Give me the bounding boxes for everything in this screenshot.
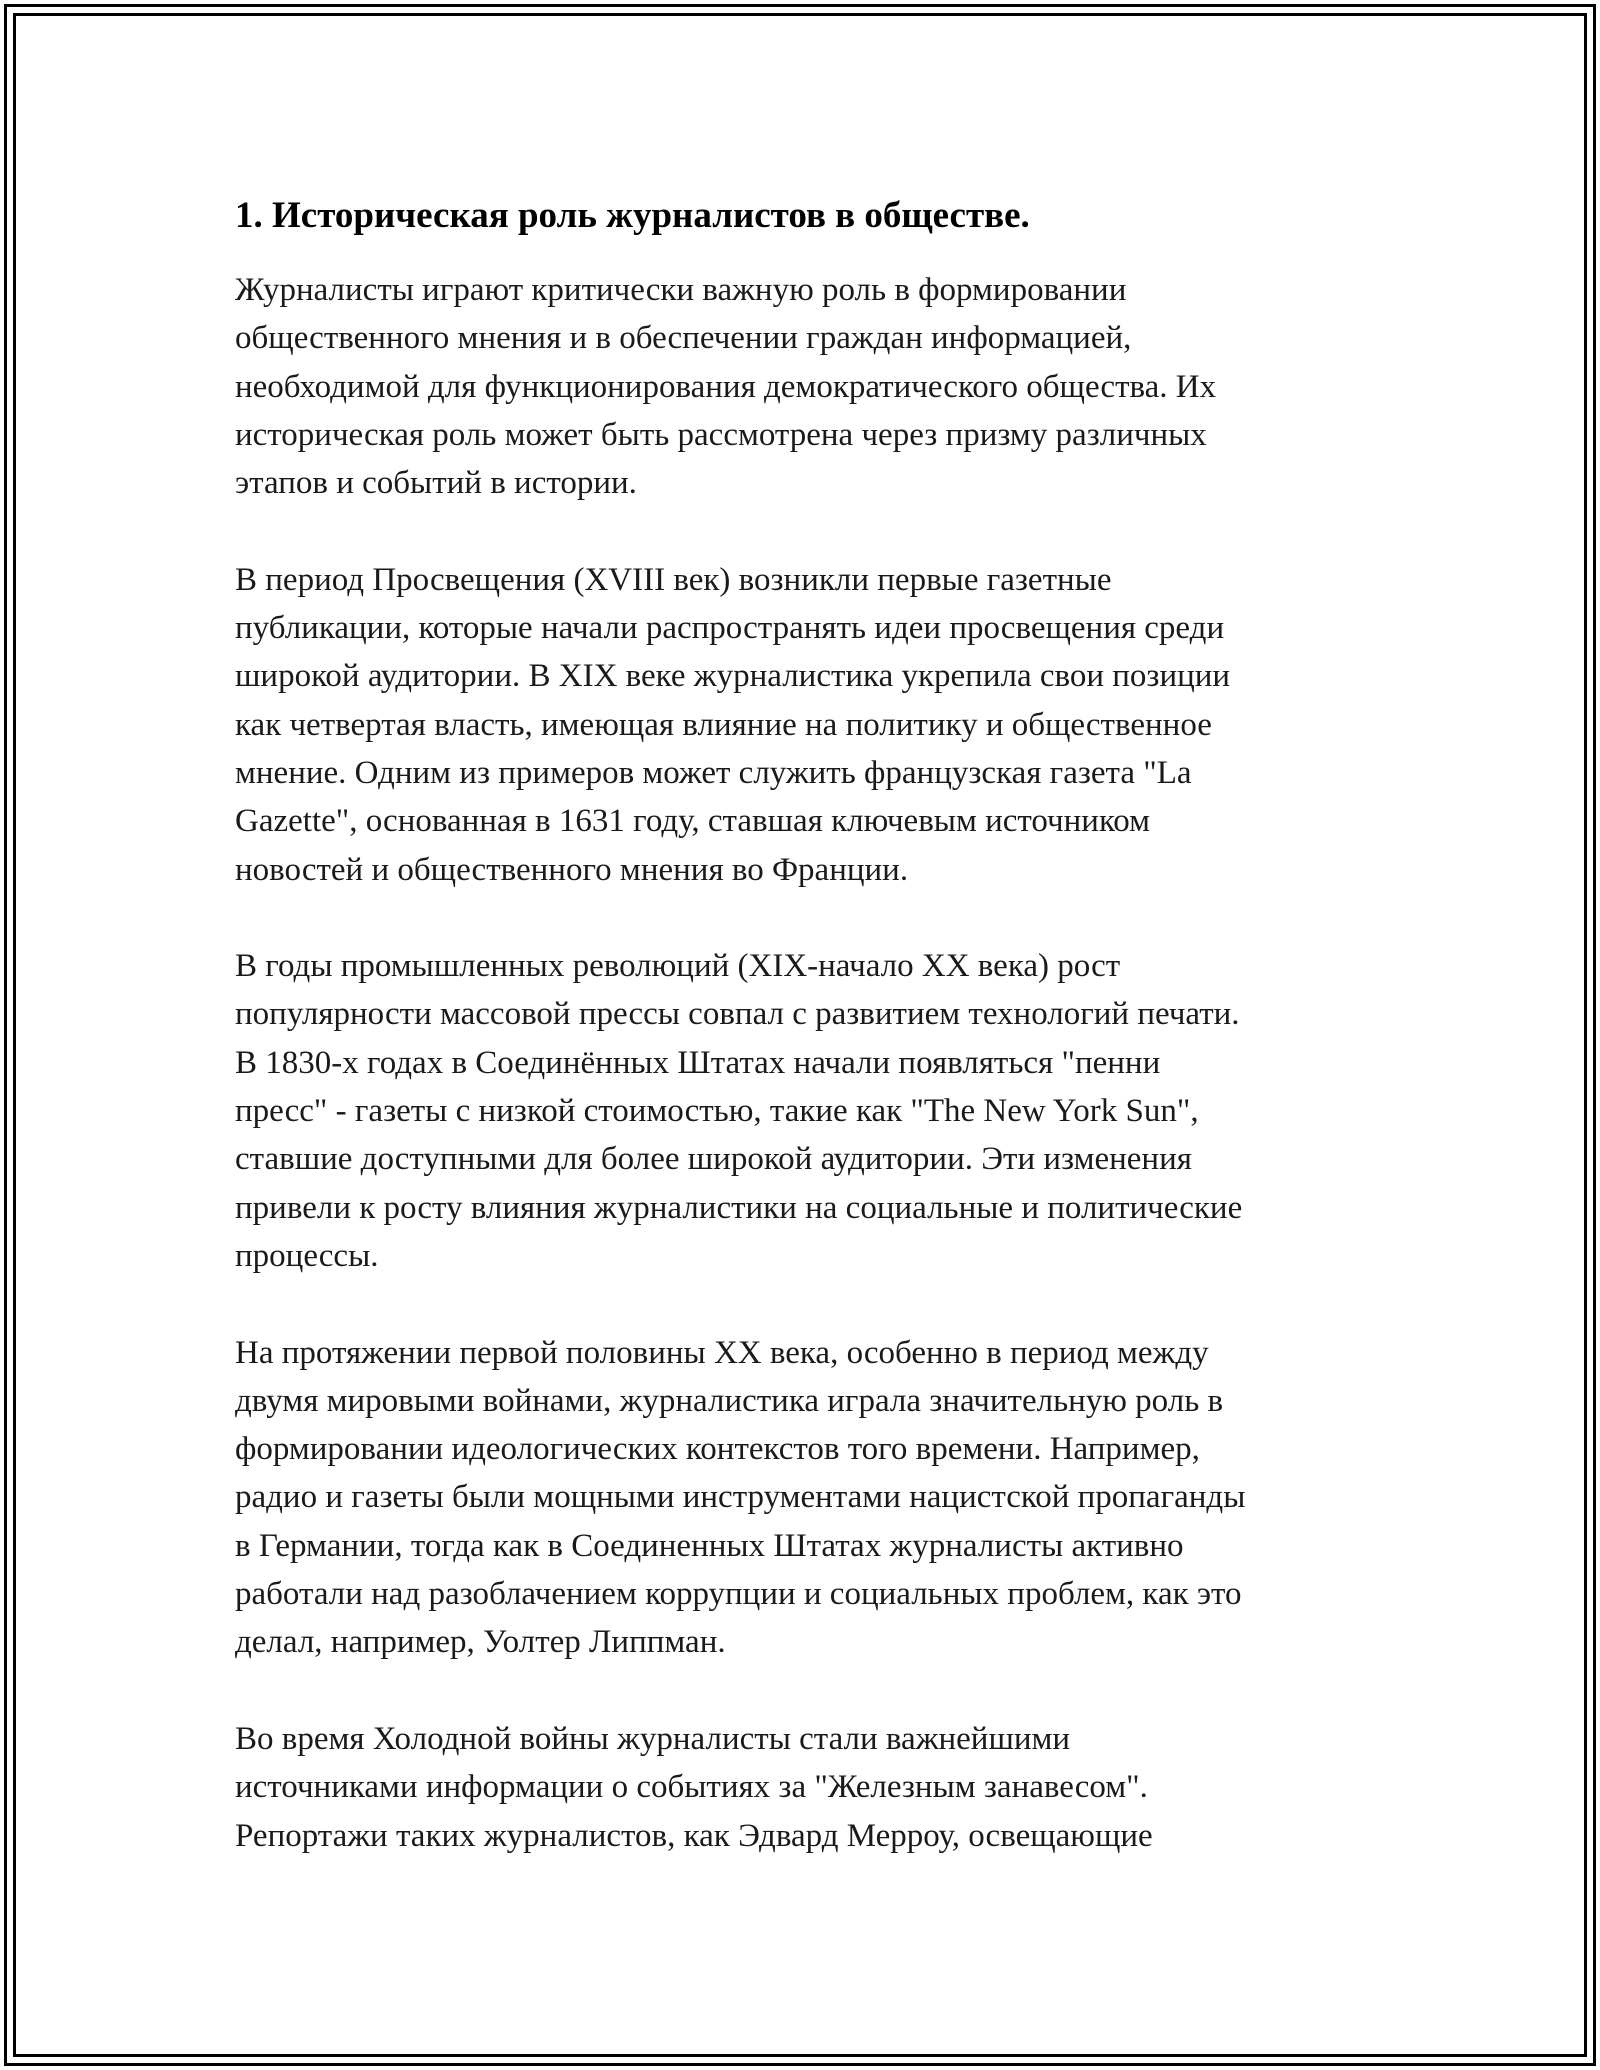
paragraph-first-half-20th-century: На протяжении первой половины XX века, особенно в период между двумя мировыми войнами, журналистика играла значительную роль в формировании идеологических контекстов того времени. Например, радио и газеты были мощными инструментами нацистской пропаганды в Германии, тогда как в Соединенных Штатах журналисты активно работали над разоблачением коррупции и социальных проблем, как это делал, например, Уолтер Липпман. [235,1334,1246,1661]
paragraph-enlightenment: В период Просвещения (XVIII век) возникли первые газетные публикации, которые начали распространять идеи просвещения среди широкой аудитории. В XIX веке журналистика укрепила свои позиции как четвертая власть, имеющая влияние на политику и общественное мнение. Одним из примеров может служить французская газета "La Gazette", основанная в 1631 году, ставшая ключевым источником новостей и общественного мнения во Франции. [235,561,1231,888]
paragraph-intro: Журналисты играют критически важную роль в формировании общественного мнения и в обеспечении граждан информацией, необходимой для функционирования демократического общества. Их историческая роль может быть рассмотрена через призму различных этапов и событий в истории. [235,272,1217,502]
paragraph-cold-war: Во время Холодной войны журналисты стали важнейшими источниками информации о событиях за "Железным занавесом". Репортажи таких журналистов, как Эдвард Мерроу, освещающие [235,1720,1153,1854]
section-heading: 1. Историческая роль журналистов в обществе. [235,195,1030,236]
document-body [235,188,1385,1908]
paragraph-industrial-revolution: В годы промышленных революций (XIX-начало XX века) рост популярности массовой прессы совпал с развитием технологий печати. В 1830-х годах в Соединённых Штатах начали появляться "пенни пресс" - газеты с низкой стоимостью, такие как "The New York Sun", ставшие доступными для более широкой аудитории. Эти изменения привели к росту влияния журналистики на социальные и политические процессы. [235,948,1243,1274]
